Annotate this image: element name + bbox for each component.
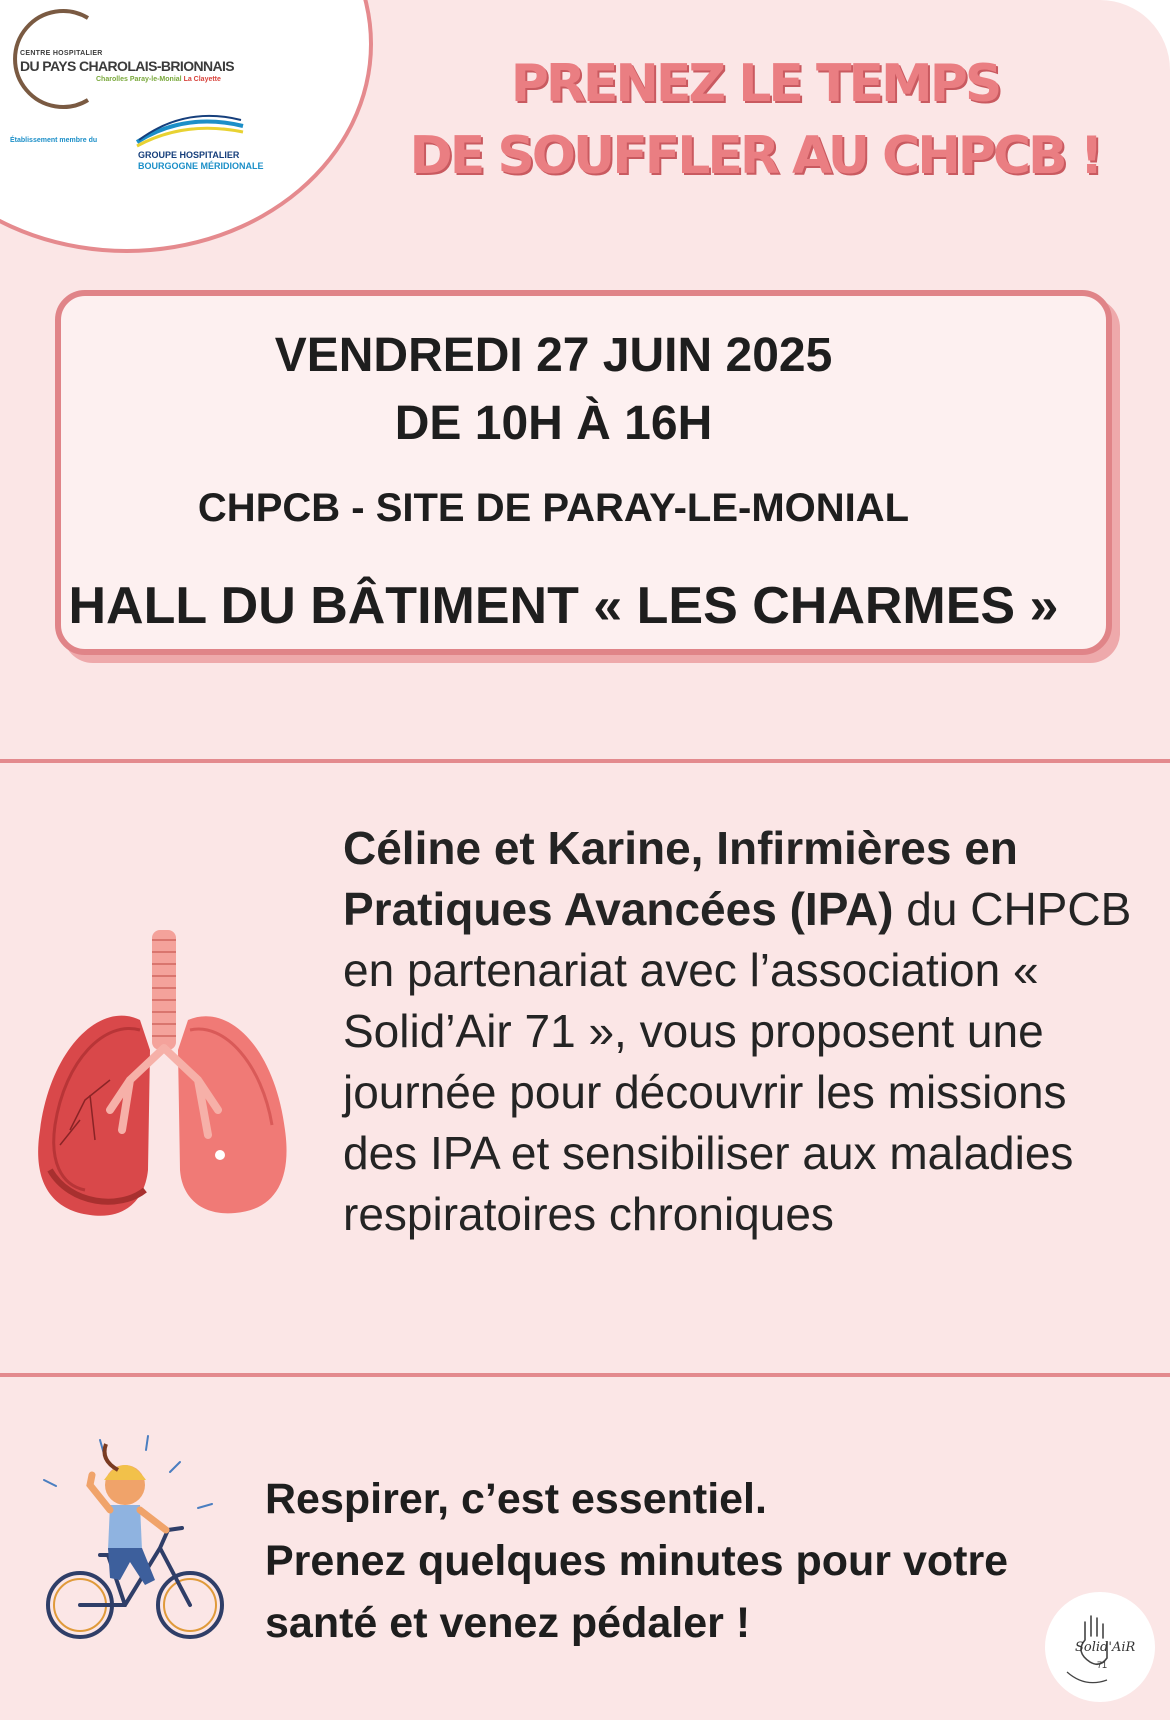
solidair-logo bbox=[1045, 1592, 1155, 1702]
breathe-message bbox=[265, 1468, 1085, 1654]
logo-towns bbox=[96, 76, 221, 83]
headline-line-1: PRENEZ LE TEMPS bbox=[510, 54, 1000, 114]
event-date: VENDREDI 27 JUIN 2025 bbox=[274, 329, 833, 382]
headline bbox=[350, 48, 1160, 192]
hospital-logo bbox=[0, 0, 360, 240]
ipa-rest: du CHPCB en partenariat avec l’association « Solid’Air 71 », vous proposent une journée pour découvrir les missions des IPA et sensibiliser aux maladies respiratoires chroniques bbox=[343, 883, 1132, 1240]
lungs-illustration-icon bbox=[30, 930, 300, 1230]
event-hall: HALL DU BÂTIMENT « LES CHARMES » bbox=[68, 577, 1059, 635]
town-2: Paray-le-Monial bbox=[129, 76, 182, 83]
breathe-line-2: Prenez quelques minutes pour votre santé et venez pédaler ! bbox=[265, 1537, 1009, 1647]
town-3: La Clayette bbox=[183, 76, 221, 83]
logo-main-line: DU PAYS CHAROLAIS-BRIONNAIS bbox=[20, 58, 235, 74]
solidair-number: 71 bbox=[1097, 1660, 1108, 1670]
ipa-description bbox=[343, 818, 1143, 1245]
logo-small-line: CENTRE HOSPITALIER bbox=[20, 50, 103, 57]
breathe-line-1: Respirer, c’est essentiel. bbox=[265, 1475, 767, 1523]
ghbm-logo-icon bbox=[135, 112, 245, 148]
event-info-box bbox=[55, 290, 1112, 655]
section-divider-1 bbox=[0, 759, 1170, 763]
town-1: Charolles bbox=[96, 76, 128, 83]
section-divider-2 bbox=[0, 1373, 1170, 1377]
headline-line-2: DE SOUFFLER AU CHPCB ! bbox=[409, 126, 1101, 186]
cyclist-illustration-icon bbox=[30, 1430, 240, 1650]
solidair-name: Solid'AiR bbox=[1075, 1640, 1136, 1655]
ghbm-line-2: BOURGOGNE MÉRIDIONALE bbox=[138, 161, 264, 171]
event-site: CHPCB - SITE DE PARAY-LE-MONIAL bbox=[197, 486, 910, 530]
ghbm-line-1: GROUPE HOSPITALIER bbox=[138, 150, 240, 160]
logo-member-text: Établissement membre du bbox=[10, 137, 98, 144]
ipa-bold-part: Céline et Karine, Infirmières en Pratiques Avancées (IPA) bbox=[343, 822, 1018, 935]
event-time: DE 10H À 16H bbox=[394, 397, 713, 450]
